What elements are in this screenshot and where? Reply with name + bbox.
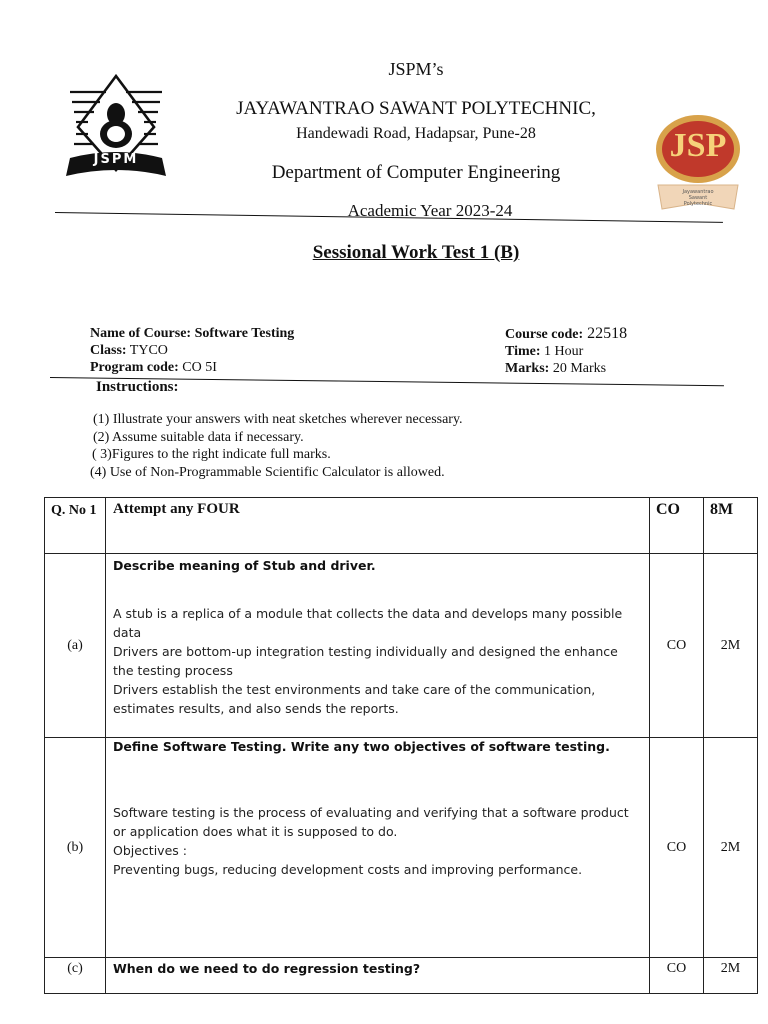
answer-text: Software testing is the process of evaluating and verifying that a software product or application does what it is supposed to do. Objectives : Preventing bugs, reducing development costs and improving performance. — [113, 805, 629, 877]
course-info-left — [90, 325, 450, 376]
table-row — [45, 554, 758, 738]
test-marks: Marks: 20 Marks — [505, 361, 607, 376]
instruction-item: (4) Use of Non-Programmable Scientific Calculator is allowed. — [90, 464, 445, 480]
program-code: Program code: CO 5I — [90, 360, 217, 375]
course-name: Name of Course: Software Testing — [90, 326, 295, 341]
jspm-logo — [62, 72, 170, 184]
question-label: (b) — [45, 738, 106, 958]
answer-text: A stub is a replica of a module that collects the data and develops many possible data Drivers are bottom-up integration testing individually and designed the enhance the testing process Drivers establish the test environments and take care of the communication, estimates results, and also sends the reports. — [113, 606, 623, 716]
co-value: CO — [650, 554, 704, 738]
table-row — [45, 738, 758, 958]
course-class: Class: TYCO — [90, 343, 168, 358]
table-header-row — [45, 498, 758, 554]
jspm-logo-text: JSPM — [93, 152, 139, 167]
jsp-logo — [652, 113, 744, 213]
marks-value: 2M — [704, 554, 758, 738]
co-header: CO — [650, 498, 704, 554]
question-table — [44, 497, 758, 994]
marks-value: 2M — [704, 738, 758, 958]
question-text: Define Software Testing. Write any two objectives of software testing. — [113, 739, 610, 754]
institute-address: Handewadi Road, Hadapsar, Pune-28 — [296, 125, 536, 142]
test-title: Sessional Work Test 1 (B) — [312, 242, 520, 263]
instruction-item: (1) Illustrate your answers with neat sketches wherever necessary. — [93, 412, 463, 427]
question-label: (a) — [45, 554, 106, 738]
jsp-logo-text: JSP — [669, 127, 727, 164]
question-label: (c) — [45, 958, 106, 994]
table-row — [45, 958, 758, 994]
jspm-emblem-icon — [62, 72, 170, 184]
question-text: When do we need to do regression testing? — [113, 961, 421, 976]
org-name: JSPM’s — [388, 59, 444, 79]
marks-header: 8M — [704, 498, 758, 554]
question-cell — [106, 554, 650, 738]
jsp-logo-ribbon: Jayawantrao Sawant Polytechnic — [682, 189, 714, 207]
qno-header: Q. No 1 — [45, 498, 106, 554]
course-code: Course code: 22518 — [505, 325, 628, 342]
instructions-list — [90, 411, 610, 481]
question-cell — [106, 738, 650, 958]
question-text: Describe meaning of Stub and driver. — [113, 558, 376, 573]
course-info-right — [505, 325, 725, 377]
co-value: CO — [650, 958, 704, 994]
test-time: Time: 1 Hour — [505, 344, 584, 359]
task-header: Attempt any FOUR — [106, 498, 650, 554]
instruction-item: ( 3)Figures to the right indicate full marks. — [92, 447, 331, 462]
instruction-item: (2) Assume suitable data if necessary. — [93, 429, 304, 445]
question-cell — [106, 958, 650, 994]
marks-value: 2M — [704, 958, 758, 994]
academic-year: Academic Year 2023-24 — [347, 201, 513, 220]
institute-name: JAYAWANTRAO SAWANT POLYTECHNIC, — [236, 98, 596, 119]
department-name: Department of Computer Engineering — [271, 162, 561, 183]
instructions-heading: Instructions: — [96, 379, 179, 395]
co-value: CO — [650, 738, 704, 958]
